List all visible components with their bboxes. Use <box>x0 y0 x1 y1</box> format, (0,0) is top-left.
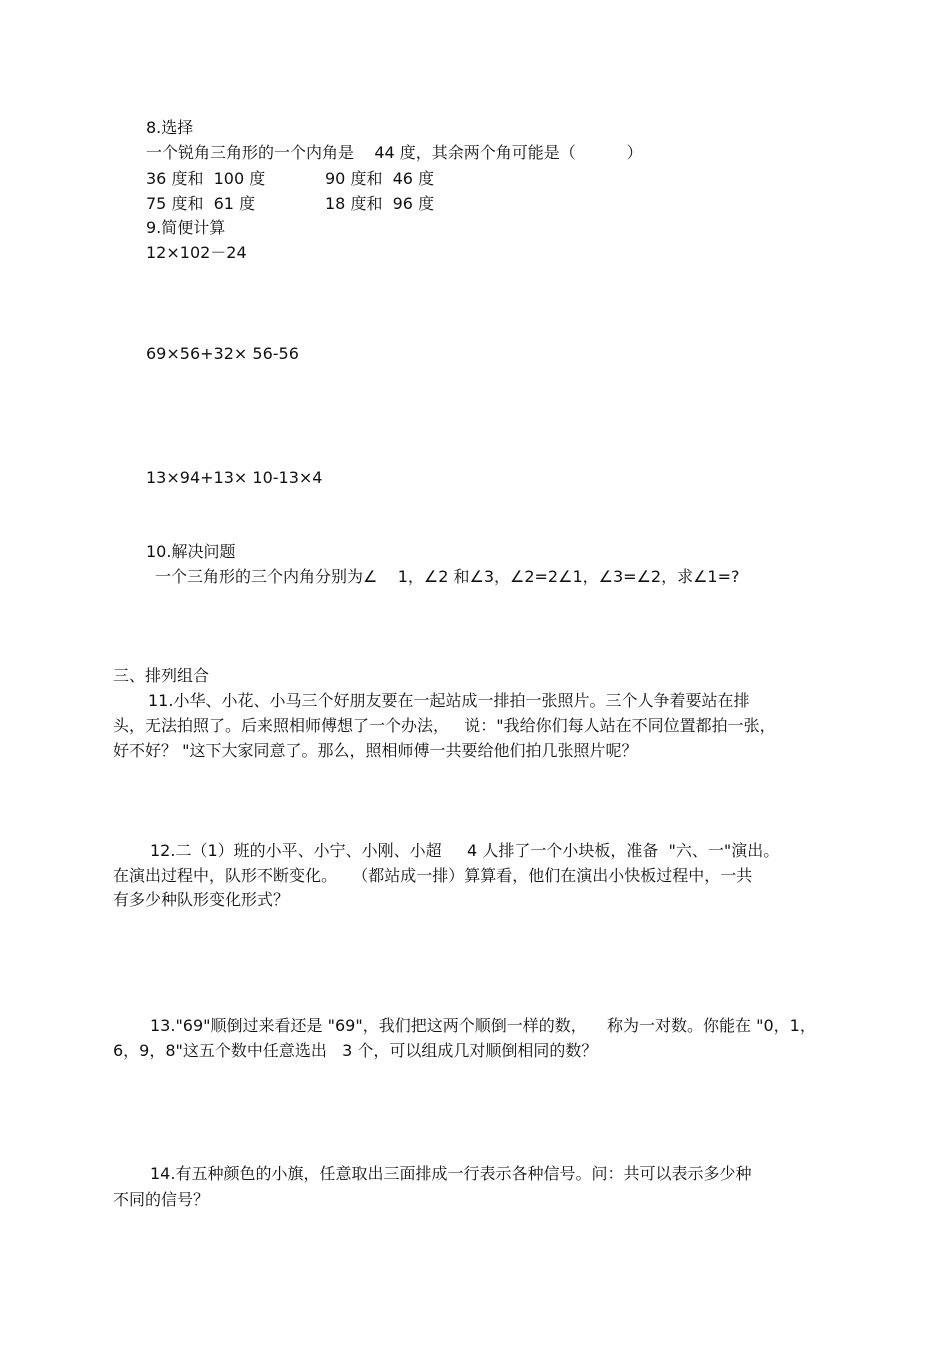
q12-line-3: 有多少种队形变化形式？ <box>113 890 290 909</box>
q9-heading: 9.简便计算 <box>146 218 226 237</box>
q14-line-2: 不同的信号？ <box>113 1190 210 1209</box>
q14-line-1: 14.有五种颜色的小旗，任意取出三面排成一行表示各种信号。问：共可以表示多少种 <box>150 1164 752 1183</box>
q12-line-1: 12.二（1）班的小平、小宁、小刚、小超 4 人排了一个小块板，准备 "六、一"演出。 <box>150 841 780 860</box>
q13-line-1: 13."69"顺倒过来看还是 "69"，我们把这两个顺倒一样的数， 称为一对数。你能在 "0，1， <box>150 1016 816 1035</box>
q11-line-3: 好不好？ "这下大家同意了。那么，照相师傅一共要给他们拍几张照片呢？ <box>113 741 638 760</box>
q8-option-b: 90 度和 46 度 <box>325 169 435 188</box>
q10-text: 一个三角形的三个内角分别为∠ 1，∠2 和∠3，∠2=2∠1，∠3=∠2，求∠1=? <box>155 567 740 586</box>
q9-expression-1: 12×102－24 <box>146 243 247 262</box>
q13-line-2: 6，9，8"这五个数中任意选出 3 个，可以组成几对顺倒相同的数？ <box>113 1041 598 1060</box>
q12-line-2: 在演出过程中，队形不断变化。 （都站成一排）算算看，他们在演出小快板过程中，一共 <box>113 866 753 885</box>
q8-option-d: 18 度和 96 度 <box>325 194 435 213</box>
q8-stem: 一个锐角三角形的一个内角是 44 度，其余两个角可能是（ ） <box>146 143 643 162</box>
q11-line-1: 11.小华、小花、小马三个好朋友要在一起站成一排拍一张照片。三个人争着要站在排 <box>148 691 750 710</box>
q8-option-a: 36 度和 100 度 <box>146 169 266 188</box>
q10-heading: 10.解决问题 <box>146 542 236 561</box>
q11-line-2: 头，无法拍照了。后来照相师傅想了一个办法， 说："我给你们每人站在不同位置都拍一张， <box>113 716 776 735</box>
section-3-heading: 三、排列组合 <box>113 666 210 685</box>
q8-heading: 8.选择 <box>146 118 194 137</box>
q8-option-c: 75 度和 61 度 <box>146 194 256 213</box>
q9-expression-2: 69×56+32× 56-56 <box>146 344 299 363</box>
q9-expression-3: 13×94+13× 10-13×4 <box>146 468 323 487</box>
